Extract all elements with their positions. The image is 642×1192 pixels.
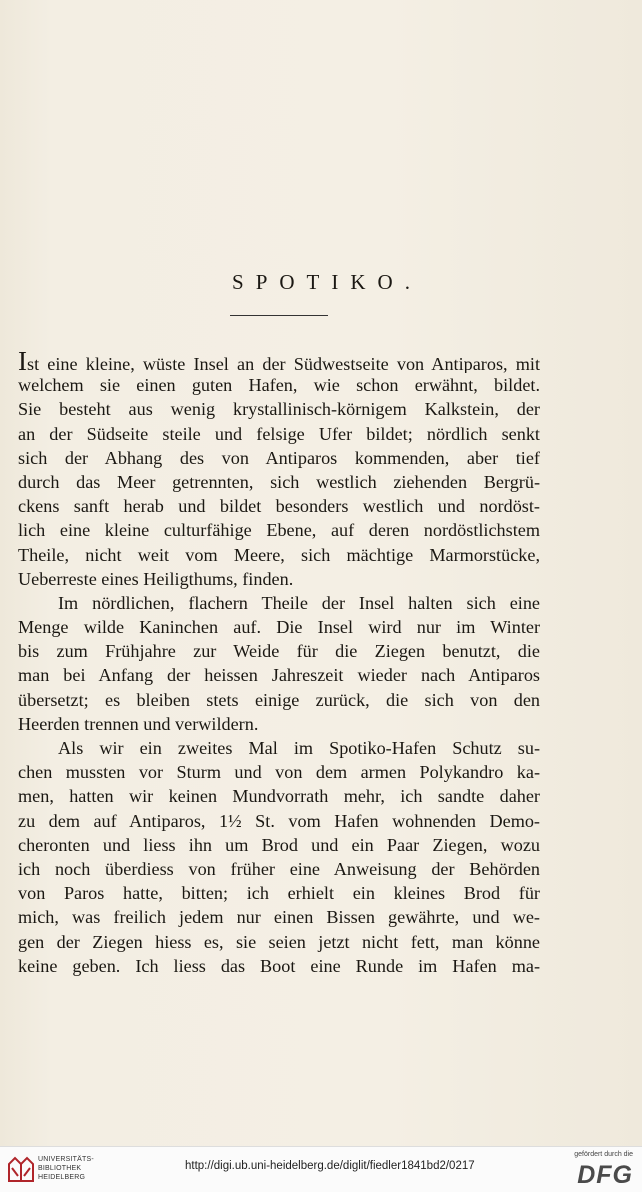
text-line-content: übersetzt; es bleiben stets einige zurück, die sich von den: [18, 689, 540, 710]
text-line: [18, 930, 540, 954]
heidelberg-library-logo-icon: [6, 1154, 36, 1184]
text-line: [18, 833, 540, 857]
library-name-line: BIBLIOTHEK: [38, 1165, 82, 1172]
text-line: [18, 422, 540, 446]
dfg-logo: DFG: [577, 1161, 633, 1189]
text-line-content: welchem sie einen guten Hafen, wie schon erwähnt, bildet.: [18, 375, 540, 396]
text-line: [18, 905, 540, 929]
text-line-content: Heerden trennen und verwildern.: [18, 713, 259, 734]
text-line-content: gen der Ziegen hiess es, sie seien jetzt nicht fett, man könne: [18, 931, 540, 952]
text-line-content: man bei Anfang der heissen Jahreszeit wieder nach Antiparos: [18, 665, 540, 686]
text-line-content: Als wir ein zweites Mal im Spotiko-Hafen Schutz su-: [58, 738, 540, 758]
funded-by-label: gefördert durch die: [574, 1151, 633, 1158]
text-line: [18, 663, 540, 687]
text-line: [18, 470, 540, 494]
text-line-content: mich, was freilich jedem nur einen Bissen gewährte, und we-: [18, 907, 540, 928]
text-line-content: zu dem auf Antiparos, 1½ St. vom Hafen wohnenden Demo-: [18, 810, 540, 831]
page-title: SPOTIKO.: [232, 270, 422, 294]
text-line-content: sich der Abhang des von Antiparos kommenden, aber tief: [18, 447, 540, 468]
text-line: [18, 543, 540, 567]
source-url-link[interactable]: http://digi.ub.uni-heidelberg.de/diglit/fiedler1841bd2/0217: [185, 1160, 475, 1172]
text-line-content: keine geben. Ich liess das Boot eine Runde im Hafen ma-: [18, 955, 540, 976]
footer-bar: [0, 1146, 642, 1192]
text-line-content: Im nördlichen, flachern Theile der Insel halten sich eine: [58, 592, 540, 613]
text-line: [18, 494, 540, 518]
text-line-content: lich eine kleine culturfähige Ebene, auf deren nordöstlichstem: [18, 520, 540, 541]
text-line: [18, 639, 540, 663]
text-line: [18, 809, 540, 833]
title-divider: [230, 315, 328, 316]
text-line-content: von Paros hatte, bitten; ich erhielt ein kleines Brod für: [18, 883, 540, 904]
text-line: [18, 736, 540, 760]
text-line: [18, 688, 540, 712]
text-line-content: durch das Meer getrennten, sich westlich ziehenden Bergrü-: [18, 471, 540, 492]
text-line-content: ich noch überdiess von früher eine Anweisung der Behörden: [18, 858, 540, 879]
text-line: [18, 446, 540, 470]
text-line: [18, 712, 540, 736]
text-line: [18, 954, 540, 978]
library-name-line: UNIVERSITÄTS-: [38, 1156, 94, 1163]
text-line: [18, 760, 540, 784]
text-line-content: Ueberreste eines Heiligthums, finden.: [18, 568, 294, 589]
initial-letter: I: [18, 349, 27, 374]
text-line: [18, 615, 540, 639]
text-line-content: Theile, nicht weit vom Meere, sich mächtige Marmorstücke,: [18, 544, 540, 565]
body-text: [18, 349, 540, 978]
text-line: [18, 567, 540, 591]
text-line: [18, 373, 540, 397]
text-line-content: Menge wilde Kaninchen auf. Die Insel wird nur im Winter: [18, 617, 540, 638]
text-line: [18, 349, 540, 373]
text-line-content: cheronten und liess ihn um Brod und ein Paar Ziegen, wozu: [18, 834, 540, 855]
text-line: [18, 881, 540, 905]
text-line-content: an der Südseite steile und felsige Ufer bildet; nördlich senkt: [18, 423, 540, 444]
text-line-content: bis zum Frühjahre zur Weide für die Ziegen benutzt, die: [18, 641, 540, 662]
library-name: [38, 1155, 94, 1182]
text-line-content: st eine kleine, wüste Insel an der Südwestseite von Antiparos, mit: [27, 354, 540, 374]
text-line: [18, 397, 540, 421]
text-line-content: Sie besteht aus wenig krystallinisch-körnigem Kalkstein, der: [18, 399, 540, 420]
text-line: [18, 518, 540, 542]
text-line-content: men, hatten wir keinen Mundvorrath mehr, ich sandte daher: [18, 786, 540, 807]
text-line: [18, 591, 540, 615]
text-line-content: ckens sanft herab und bildet besonders westlich und nordöst-: [18, 496, 540, 517]
text-line: [18, 784, 540, 808]
text-line-content: chen mussten vor Sturm und von dem armen Polykandro ka-: [18, 762, 540, 783]
library-name-line: HEIDELBERG: [38, 1174, 86, 1181]
text-line: [18, 857, 540, 881]
